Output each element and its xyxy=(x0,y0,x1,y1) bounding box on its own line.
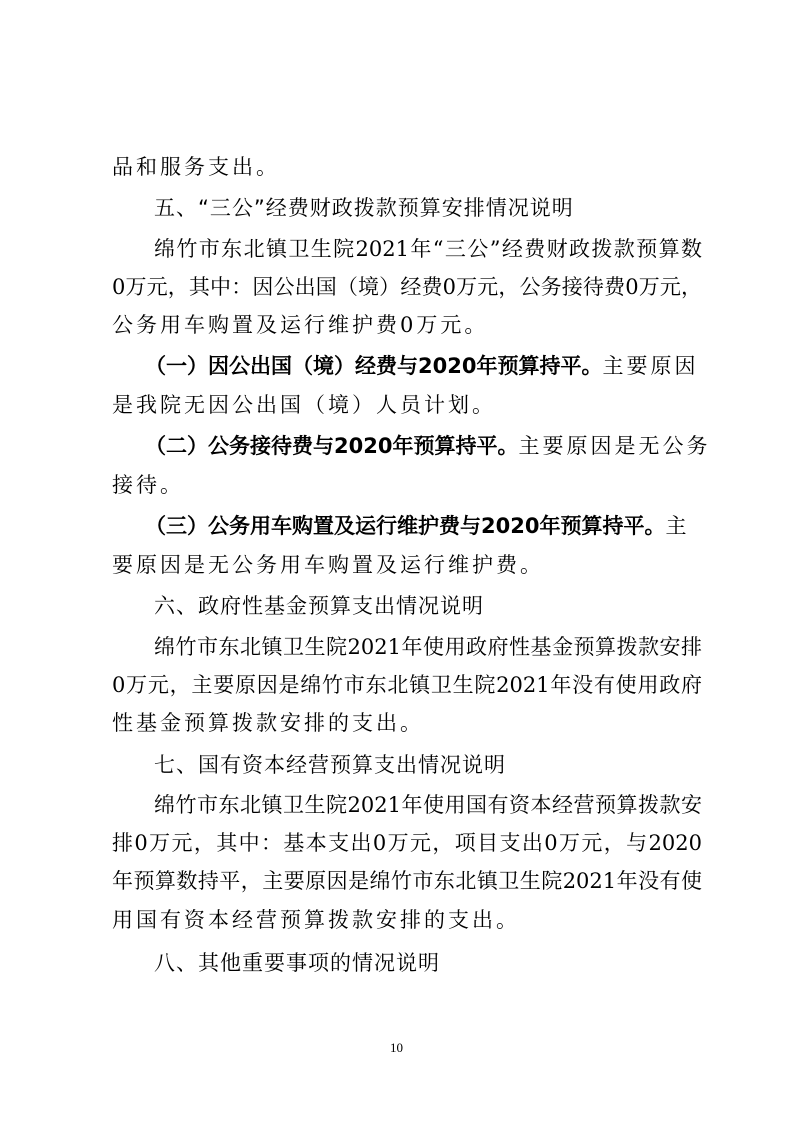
text-line: 排0万元，其中：基本支出0万元，项目支出0万元，与2020 xyxy=(112,831,702,855)
text-line: 接待。 xyxy=(112,473,184,497)
section-heading-7: 七、国有资本经营预算支出情况说明 xyxy=(154,753,506,777)
subsection-heading-3: （三）公务用车购置及运行维护费与2020年预算持平。 xyxy=(145,514,666,538)
text-run: 主要原因 xyxy=(602,354,699,378)
text-line: 用国有资本经营预算拨款安排的支出。 xyxy=(112,908,520,932)
text-line: 0万元，主要原因是绵竹市东北镇卫生院2021年没有使用政府 xyxy=(112,673,702,697)
subsection-line-1 xyxy=(145,351,699,381)
text-line: 绵竹市东北镇卫生院2021年使用国有资本经营预算拨款安 xyxy=(154,793,702,817)
text-line: 性基金预算拨款安排的支出。 xyxy=(112,711,424,735)
text-line: 绵竹市东北镇卫生院2021年“三公”经费财政拨款预算数 xyxy=(154,237,702,261)
text-line: 是我院无因公出国（境）人员计划。 xyxy=(112,393,496,417)
text-run: 主要原因是无公务 xyxy=(518,434,711,458)
text-line: 年预算数持平，主要原因是绵竹市东北镇卫生院2021年没有使 xyxy=(112,869,702,893)
text-line: 公务用车购置及运行维护费0万元。 xyxy=(112,313,489,337)
section-heading-6: 六、政府性基金预算支出情况说明 xyxy=(154,594,484,618)
text-line: 品和服务支出。 xyxy=(112,155,280,179)
subsection-line-3 xyxy=(145,511,693,541)
page-number: 10 xyxy=(390,1040,403,1055)
text-line: 要原因是无公务用车购置及运行维护费。 xyxy=(112,553,544,577)
section-heading-8: 八、其他重要事项的情况说明 xyxy=(154,951,440,975)
text-line: 0万元，其中：因公出国（境）经费0万元，公务接待费0万元， xyxy=(112,275,702,299)
subsection-heading-1: （一）因公出国（境）经费与2020年预算持平。 xyxy=(145,354,603,378)
subsection-heading-2: （二）公务接待费与2020年预算持平。 xyxy=(145,434,519,458)
text-run: 主 xyxy=(665,514,690,538)
subsection-line-2 xyxy=(145,431,711,461)
section-heading-5: 五、“三公”经费财政拨款预算安排情况说明 xyxy=(154,196,574,220)
text-line: 绵竹市东北镇卫生院2021年使用政府性基金预算拨款安排 xyxy=(154,635,702,659)
